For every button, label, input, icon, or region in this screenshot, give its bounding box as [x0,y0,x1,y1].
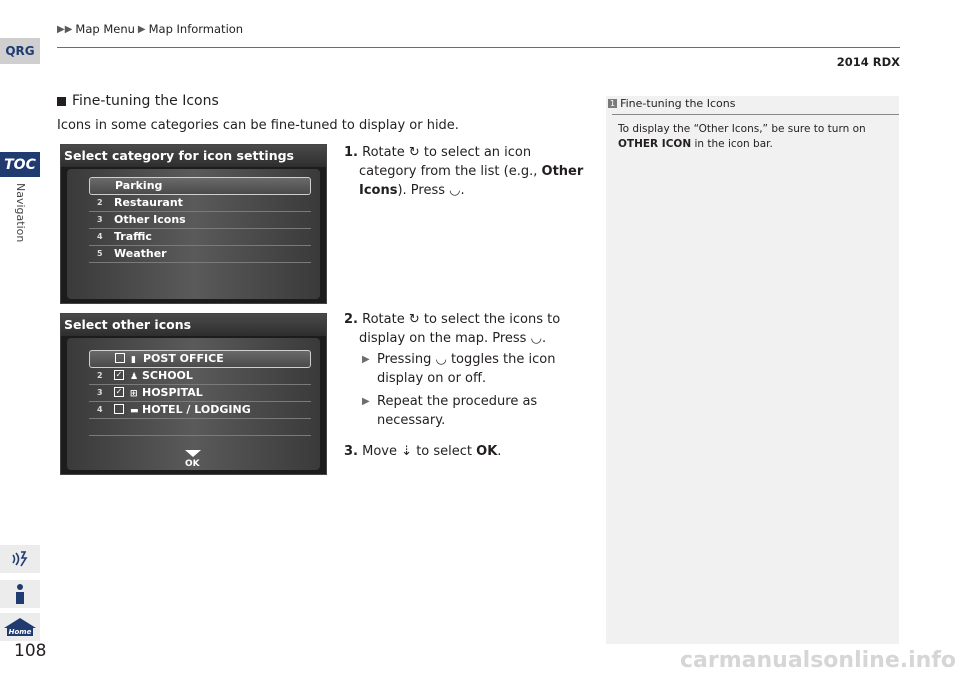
step-3: 3. Move ⇣ to select OK. [344,444,502,459]
interface-dial-press-icon: ◡ [530,331,542,346]
model-label: 2014 RDX [836,55,900,69]
interface-dial-press-icon: ◡ [435,352,447,367]
checkbox-checked-icon[interactable]: ✓ [115,387,123,396]
watermark: carmanualsonline.info [680,648,956,673]
info-icon[interactable] [0,580,40,608]
hospital-icon: ⊞ [130,389,138,399]
note-title: 1 Fine-tuning the Icons [610,97,736,110]
breadcrumb-link-map-menu[interactable]: Map Menu [75,22,135,36]
note-panel [606,96,899,644]
post-office-icon: ▮ [131,355,136,365]
note-number-badge: 1 [610,99,616,108]
other-icons-list [89,350,311,436]
bed-icon: ▬ [130,406,139,416]
breadcrumb-current: Map Information [148,22,244,36]
list-item-post-office[interactable]: ▮ POST OFFICE [89,350,311,368]
svg-text:Home: Home [8,628,32,636]
interface-dial-rotate-icon: ↻ [408,145,420,160]
toc-tab[interactable]: TOC [0,152,40,177]
sub-arrow-icon: ▶ [362,354,370,365]
ok-arrow-icon [185,450,201,457]
screen-title: Select category for icon settings [61,145,326,167]
section-title-text: Fine-tuning the Icons [72,93,219,109]
step-1: 1. Rotate ↻ to select an icon category from the list (e.g., Other Icons). Press ◡. [344,145,584,198]
screen-icon-category [60,144,327,304]
checkbox-checked-icon[interactable]: ✓ [115,370,123,379]
list-item-hospital[interactable]: 3 ✓ ⊞ HOSPITAL [89,385,311,402]
checkbox-unchecked-icon[interactable] [115,353,125,363]
list-item-restaurant[interactable]: 2 Restaurant [89,195,311,212]
school-icon: ♟ [130,372,139,382]
breadcrumb-arrow-icon: ▶ [137,23,146,35]
checkbox-unchecked-icon[interactable] [114,404,124,414]
breadcrumb-arrow-icon: ▶▶ [57,23,73,35]
list-item-traffic[interactable]: 4 Traffic [89,229,311,246]
screen-other-icons [60,313,327,475]
list-item-other-icons[interactable]: 3 Other Icons [89,212,311,229]
note-text: To display the “Other Icons,” be sure to turn on OTHER ICON in the icon bar. [618,123,866,150]
step-2-note-repeat: ▶ Repeat the procedure as necessary. [362,394,538,428]
page-number: 108 [14,641,47,661]
interface-dial-move-down-icon: ⇣ [401,444,413,459]
breadcrumb [57,22,243,36]
sub-arrow-icon: ▶ [362,396,370,407]
intro-text: Icons in some categories can be fine-tuned to display or hide. [57,118,459,133]
list-item-hotel-lodging[interactable]: 4 ▬ HOTEL / LODGING [89,402,311,419]
interface-dial-press-icon: ◡ [449,183,461,198]
category-list [89,177,311,263]
list-item-empty [89,419,311,436]
list-item-weather[interactable]: 5 Weather [89,246,311,263]
ok-button[interactable]: OK [185,459,200,469]
section-title [57,93,219,109]
interface-dial-rotate-icon: ↻ [408,312,420,327]
step-2-note-toggle: ▶ Pressing ◡ toggles the icon display on or off. [362,352,556,386]
list-item-school[interactable]: 2 ✓ ♟ SCHOOL [89,368,311,385]
header-divider [57,47,900,48]
home-icon[interactable] [0,613,40,641]
bullet-square-icon [57,97,66,106]
list-item-parking[interactable]: Parking [89,177,311,195]
voice-command-icon[interactable] [0,545,40,573]
screen-title: Select other icons [61,314,326,336]
step-2: 2. Rotate ↻ to select the icons to display on the map. Press ◡. [344,312,561,346]
section-label-navigation: Navigation [14,183,27,243]
qrg-tab[interactable]: QRG [0,38,40,64]
note-divider [612,114,899,115]
